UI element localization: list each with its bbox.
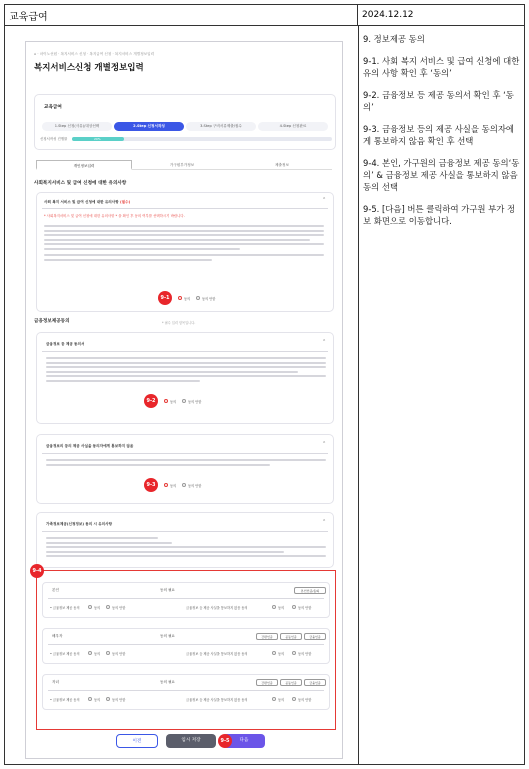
divider	[42, 351, 328, 352]
agree-radio-2[interactable]	[164, 399, 168, 403]
breadcrumb: ⌂ · 마이노선원 · 복지서비스 신청 · 복지급여 신청 · 복지서비스 개별정보입력	[34, 52, 155, 56]
chevron-up-icon[interactable]: ⌃	[322, 197, 327, 203]
notify-agree-radio-self[interactable]	[272, 605, 276, 609]
instruction-9-2: 9-2. 금융정보 등 제공 동의서 확인 후 ‘동의’	[363, 90, 514, 112]
instruction-9: 9. 정보제공 동의	[363, 34, 425, 44]
notify-item: 금융정보 등 제공 사실을 통보하지 않음 동의	[186, 652, 248, 656]
agree-radio-child[interactable]	[88, 697, 92, 701]
person-status: 동의 필요	[160, 680, 176, 684]
agree-label: 동의	[94, 652, 101, 656]
finance-auth-button[interactable]: 금융인증	[304, 679, 326, 686]
badge-9-5: 9-5	[218, 734, 232, 748]
required-hint: * 필수 입력 항목입니다.	[162, 321, 196, 325]
tab-household[interactable]: 가구원부가정보	[132, 160, 232, 170]
progress-value: 20%	[94, 136, 101, 141]
tab-submit[interactable]: 제출정보	[232, 160, 332, 170]
person-name: 배우자	[52, 634, 63, 638]
instruction-9-4: 9-4. 본인, 가구원의 금융정보 제공 동의‘동의’ & 금융정보 제공 사실을 통보하지 않음 동의 선택	[363, 158, 520, 192]
notify-disagree-radio-child[interactable]	[292, 697, 296, 701]
consent-item: • 금융정보 제공 동의	[50, 652, 80, 656]
disagree-radio-3[interactable]	[182, 483, 186, 487]
badge-9-1: 9-1	[158, 291, 172, 305]
notify-item: 금융정보 등 제공 사실을 통보하지 않음 동의	[186, 698, 248, 702]
column-divider	[358, 26, 359, 764]
household-body	[46, 537, 326, 560]
screenshot	[25, 41, 343, 759]
joint-auth-button[interactable]: 공동인증	[280, 633, 302, 640]
agree-radio-spouse[interactable]	[88, 651, 92, 655]
disagree-label: 동의 안함	[298, 606, 312, 610]
step-2: 2.Step 신청서작성	[114, 122, 184, 131]
chevron-up-icon[interactable]: ⌃	[322, 441, 327, 447]
agree-label-2: 동의	[170, 400, 177, 404]
doc-date: 2024.12.12	[358, 5, 524, 26]
disagree-label-1: 동의 안함	[202, 297, 216, 301]
notify-disagree-radio-spouse[interactable]	[292, 651, 296, 655]
disagree-label: 동의 안함	[112, 652, 126, 656]
badge-9-4: 9-4	[30, 564, 44, 578]
divider	[42, 208, 328, 209]
consent-box-title: 금융정보 등 제공 동의서	[46, 342, 85, 346]
disagree-label-2: 동의 안함	[188, 400, 202, 404]
simple-auth-button[interactable]: 간편인증	[256, 633, 278, 640]
person-status: 동의 필요	[160, 588, 176, 592]
notice-box-title: 사회 복지 서비스 및 급여 신청에 대한 유의사항 (필수)	[44, 200, 131, 204]
step-4: 4.Step 신청완료	[258, 122, 328, 131]
disagree-radio-spouse[interactable]	[106, 651, 110, 655]
divider	[42, 453, 328, 454]
divider	[48, 690, 324, 691]
disagree-label: 동의 안함	[298, 698, 312, 702]
agree-radio-self[interactable]	[88, 605, 92, 609]
agree-radio-1[interactable]	[178, 296, 182, 300]
person-status: 동의 필요	[160, 634, 176, 638]
agree-radio-3[interactable]	[164, 483, 168, 487]
agree-label-1: 동의	[184, 297, 191, 301]
step-3: 3.Step 구비서류제출/접수	[186, 122, 256, 131]
agree-label: 동의	[278, 652, 285, 656]
divider	[42, 531, 328, 532]
household-box-title: 가족정보제공(신청정보) 동의 시 유의사항	[46, 522, 113, 526]
finance-section-title: 금융정보제공동의	[34, 319, 70, 324]
chevron-up-icon[interactable]: ⌃	[322, 339, 327, 345]
disagree-radio-2[interactable]	[182, 399, 186, 403]
next-button[interactable]: 다음	[223, 734, 265, 748]
notify-item: 금융정보 등 제공 사실을 통보하지 않음 동의	[186, 606, 248, 610]
temp-save-button[interactable]: 임시 저장	[166, 734, 216, 748]
badge-9-3: 9-3	[144, 478, 158, 492]
doc-section: 교육급여	[5, 5, 358, 26]
person-card-self	[42, 582, 330, 618]
prev-button[interactable]: 이전	[116, 734, 158, 748]
divider	[48, 598, 324, 599]
tab-personal[interactable]: 개인정보입력	[36, 160, 132, 170]
instruction-9-5: 9-5. [다음] 버튼 클릭하여 가구원 부가 정보 화면으로 이동합니다.	[363, 204, 516, 226]
instruction-panel	[363, 33, 521, 237]
badge-9-2: 9-2	[144, 394, 158, 408]
disagree-label: 동의 안함	[112, 606, 126, 610]
instruction-9-3: 9-3. 금융정보 등의 제공 사실을 동의자에게 통보하지 않음 확인 후 선택	[363, 124, 515, 146]
notify-box-title: 금융정보의 등의 제공 사실을 동의자에게 통보하지 않음	[46, 444, 134, 448]
notice-warning: * 사회복지서비스 및 급여 신청에 대한 유의사항 * 을 확인 후 동의 여부를 선택하시기 바랍니다.	[44, 214, 185, 218]
chevron-up-icon[interactable]: ⌃	[322, 519, 327, 525]
panel-title: 교육급여	[44, 105, 62, 110]
consent-body	[46, 357, 326, 385]
simple-auth-button[interactable]: 간편인증	[256, 679, 278, 686]
disagree-label: 동의 안함	[112, 698, 126, 702]
notify-agree-radio-child[interactable]	[272, 697, 276, 701]
notify-body	[46, 459, 326, 468]
step-1: 1.Step 신청(사유)/대상선택	[42, 122, 112, 131]
auth-button[interactable]: 본인인증/동의	[294, 587, 326, 594]
joint-auth-button[interactable]: 공동인증	[280, 679, 302, 686]
agree-label: 동의	[94, 606, 101, 610]
consent-item: • 금융정보 제공 동의	[50, 606, 80, 610]
notify-disagree-radio-self[interactable]	[292, 605, 296, 609]
disagree-radio-child[interactable]	[106, 697, 110, 701]
instruction-9-1: 9-1. 사회 복지 서비스 및 급여 신청에 대한 유의 사항 확인 후 ‘동의’	[363, 56, 520, 78]
disagree-label: 동의 안함	[298, 652, 312, 656]
person-name: 자녀	[52, 680, 59, 684]
person-name: 본인	[52, 588, 59, 592]
document-frame	[4, 4, 525, 765]
divider	[48, 644, 324, 645]
agree-label-3: 동의	[170, 484, 177, 488]
page-title: 복지서비스신청 개별정보입력	[34, 63, 144, 73]
disagree-label-3: 동의 안함	[188, 484, 202, 488]
notice-body	[44, 225, 324, 263]
progress-label: 신청서작성 진행률	[40, 137, 68, 141]
disagree-radio-1[interactable]	[196, 296, 200, 300]
agree-label: 동의	[278, 698, 285, 702]
finance-auth-button[interactable]: 금융인증	[304, 633, 326, 640]
notice-section-title: 사회복지서비스 및 급여 신청에 대한 유의사항	[34, 181, 127, 186]
consent-item: • 금융정보 제공 동의	[50, 698, 80, 702]
agree-label: 동의	[278, 606, 285, 610]
agree-label: 동의	[94, 698, 101, 702]
disagree-radio-self[interactable]	[106, 605, 110, 609]
notify-agree-radio-spouse[interactable]	[272, 651, 276, 655]
